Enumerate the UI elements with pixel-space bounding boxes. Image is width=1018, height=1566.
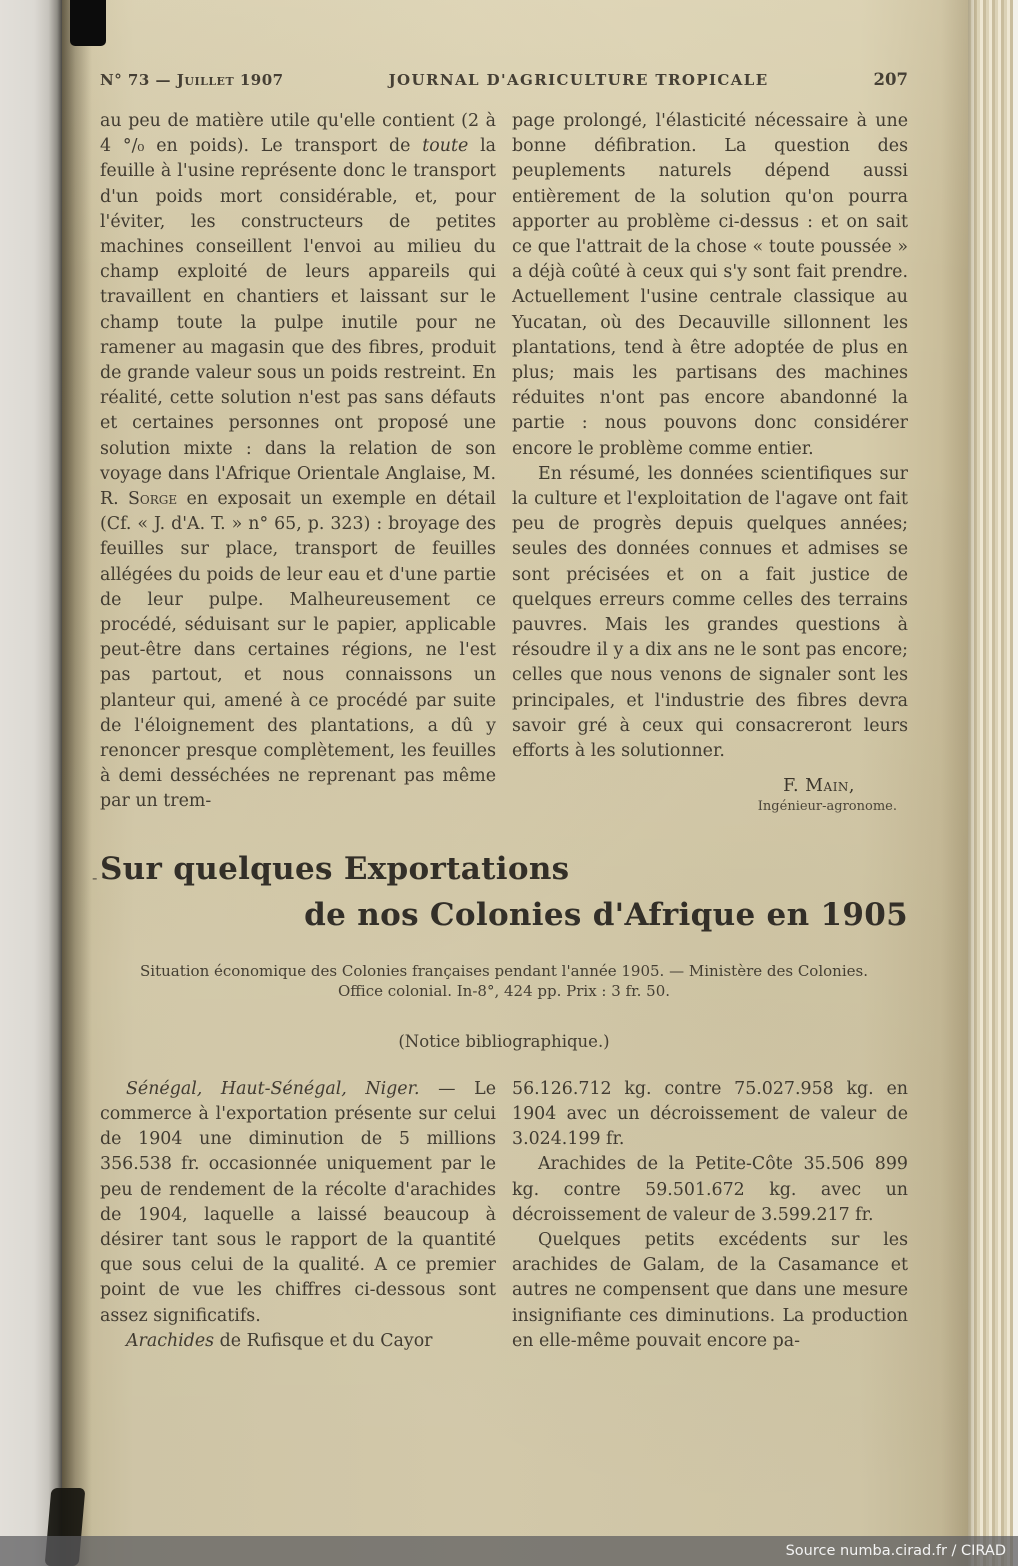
paragraph: 56.126.712 kg. contre 75.027.958 kg. en 1904 avec un décroissement de valeur de 3.024.199 fr. xyxy=(512,1078,908,1150)
article-title-line1: Sur quelques Exportations xyxy=(100,850,570,887)
article-exports-left-column xyxy=(100,1077,496,1354)
reference-line2: Office colonial. In-8°, 424 pp. Prix : 3 fr. 50. xyxy=(337,982,671,1001)
paragraph-text: la feuille à l'usine représente donc le transport d'un poids mort considérable, et, pour l'éviter, les constructeurs de petites machines conseillent l'envoi au milieu du champ exploité de leurs appareils qui travaillent en chantiers et laissant sur le champ toute la pulpe inutile pour ne ramener au magasin que des fibres, produit de grande valeur sous un poids restreint. En réalité, cette solution n'est pas sans défauts et certaines personnes ont proposé une solution mixte : dans la relation de son voyage dans l'Afrique Orientale Anglaise, M. R. xyxy=(100,136,496,510)
notice-label: (Notice bibliographique.) xyxy=(398,1031,610,1051)
margin-stray-mark: - xyxy=(92,868,98,887)
reference-line1: Situation économique des Colonies françaises pendant l'année 1905. — Ministère des Colonies. xyxy=(140,961,868,980)
article-title-line2: de nos Colonies d'Afrique en 1905 xyxy=(304,896,908,933)
paragraph: Arachides de la Petite-Côte 35.506 899 kg. contre 59.501.672 kg. avec un décroissement de valeur de 3.599.217 fr. xyxy=(512,1154,908,1225)
article-signature xyxy=(512,776,908,796)
paragraph-text: de Rufisque et du Cayor xyxy=(214,1330,433,1351)
article-agave-left-column xyxy=(100,109,496,815)
paragraph xyxy=(100,109,496,815)
scan-left-gutter xyxy=(0,0,62,1566)
italic-word: toute xyxy=(422,136,469,157)
source-attribution-bar xyxy=(0,1536,1018,1566)
issue-label: N° 73 — Juillet 1907 xyxy=(100,71,284,89)
binding-shadow xyxy=(62,0,92,1566)
paragraph xyxy=(100,1077,496,1329)
paper-content xyxy=(62,0,968,1354)
binding-top-mark xyxy=(70,0,106,46)
paragraph-text: en exposait un exemple en détail (Cf. « J. d'A. T. » n° 65, p. 323) : broyage des feuilles sur place, transport de feuilles allégées du poids de leur eau et d'une partie de leur pulpe. Malheureusement ce procédé, séduisant sur le papier, applicable peut-être dans certaines régions, ne l'est pas partout, et nous connaissons un planteur qui, amené à ce procédé par suite de l'éloignement des plantations, a dû y renoncer presque complètement, les feuilles à demi desséchées ne reprenant pas même par un trem- xyxy=(100,489,496,812)
paragraph-lead-italic: Arachides xyxy=(126,1330,215,1351)
paragraph-text: au peu de matière utile qu'elle contient (2 à 4 °/₀ en poids). Le transport de xyxy=(100,111,496,157)
paragraph: En résumé, les données scientifiques sur la culture et l'exploitation de l'agave ont fait peu de progrès depuis quelques années; seules des données connues et admises se sont précisées et on a fait justice de quelques erreurs comme celles des terrains pauvres. Mais les grandes questions à résoudre il y a dix ans ne le sont pas encore; celles que nous venons de signaler sont les principales, et l'industrie des fibres devra savoir gré à ceux qui consacreront leurs efforts à les solutionner. xyxy=(512,463,908,762)
article-agave-right-column xyxy=(512,109,908,815)
paragraph-lead-italic: Sénégal, Haut-Sénégal, Niger. xyxy=(126,1078,420,1099)
paper-page xyxy=(62,0,968,1566)
article-exports-columns xyxy=(100,1077,908,1354)
paragraph: page prolongé, l'élasticité nécessaire à une bonne défibration. La question des peuplements naturels dépend aussi entièrement de la solution qu'on pourra apporter au problème ci-dessus : et on sait ce que l'attrait de la chose « toute poussée » a déjà coûté à ceux qui s'y sont fait prendre. Actuellement l'usine centrale classique au Yucatan, où des Decauville sillonnent les plantations, tend à être adoptée de plus en plus; mais les partisans des machines réduites n'ont pas encore abandonné la partie : nous pouvons donc considérer encore le problème comme entier. xyxy=(512,111,908,459)
signature-name: F. Main, xyxy=(783,776,855,797)
page-number: 207 xyxy=(873,70,908,89)
journal-title: JOURNAL D'AGRICULTURE TROPICALE xyxy=(388,71,769,89)
page-header xyxy=(100,70,908,89)
source-attribution-text: Source numba.cirad.fr / CIRAD xyxy=(785,1543,1006,1559)
article-exports-right-column xyxy=(512,1077,908,1354)
paragraph: Quelques petits excédents sur les arachides de Galam, de la Casamance et autres ne compensent que dans une mesure insignifiante ces diminutions. La production en elle-même pouvait encore pa- xyxy=(512,1229,908,1351)
article-agave-columns xyxy=(100,109,908,815)
author-name-smallcaps: Sorge xyxy=(127,489,178,510)
page-edge-stack xyxy=(968,0,1018,1566)
paragraph-text: — Le commerce à l'exportation présente sur celui de 1904 une diminution de 5 millions 356.538 fr. occasionnée uniquement par le peu de rendement de la récolte d'arachides de 1904, laquelle a laissé beaucoup à désirer tant sous le rapport de la quantité que sous celui de la qualité. A ce premier point de vue les chiffres ci-dessous sont assez significatifs. xyxy=(100,1078,496,1326)
paragraph xyxy=(100,1329,496,1354)
signature-role: Ingénieur-agronome. xyxy=(757,799,897,815)
bibliographic-reference xyxy=(100,961,908,1002)
